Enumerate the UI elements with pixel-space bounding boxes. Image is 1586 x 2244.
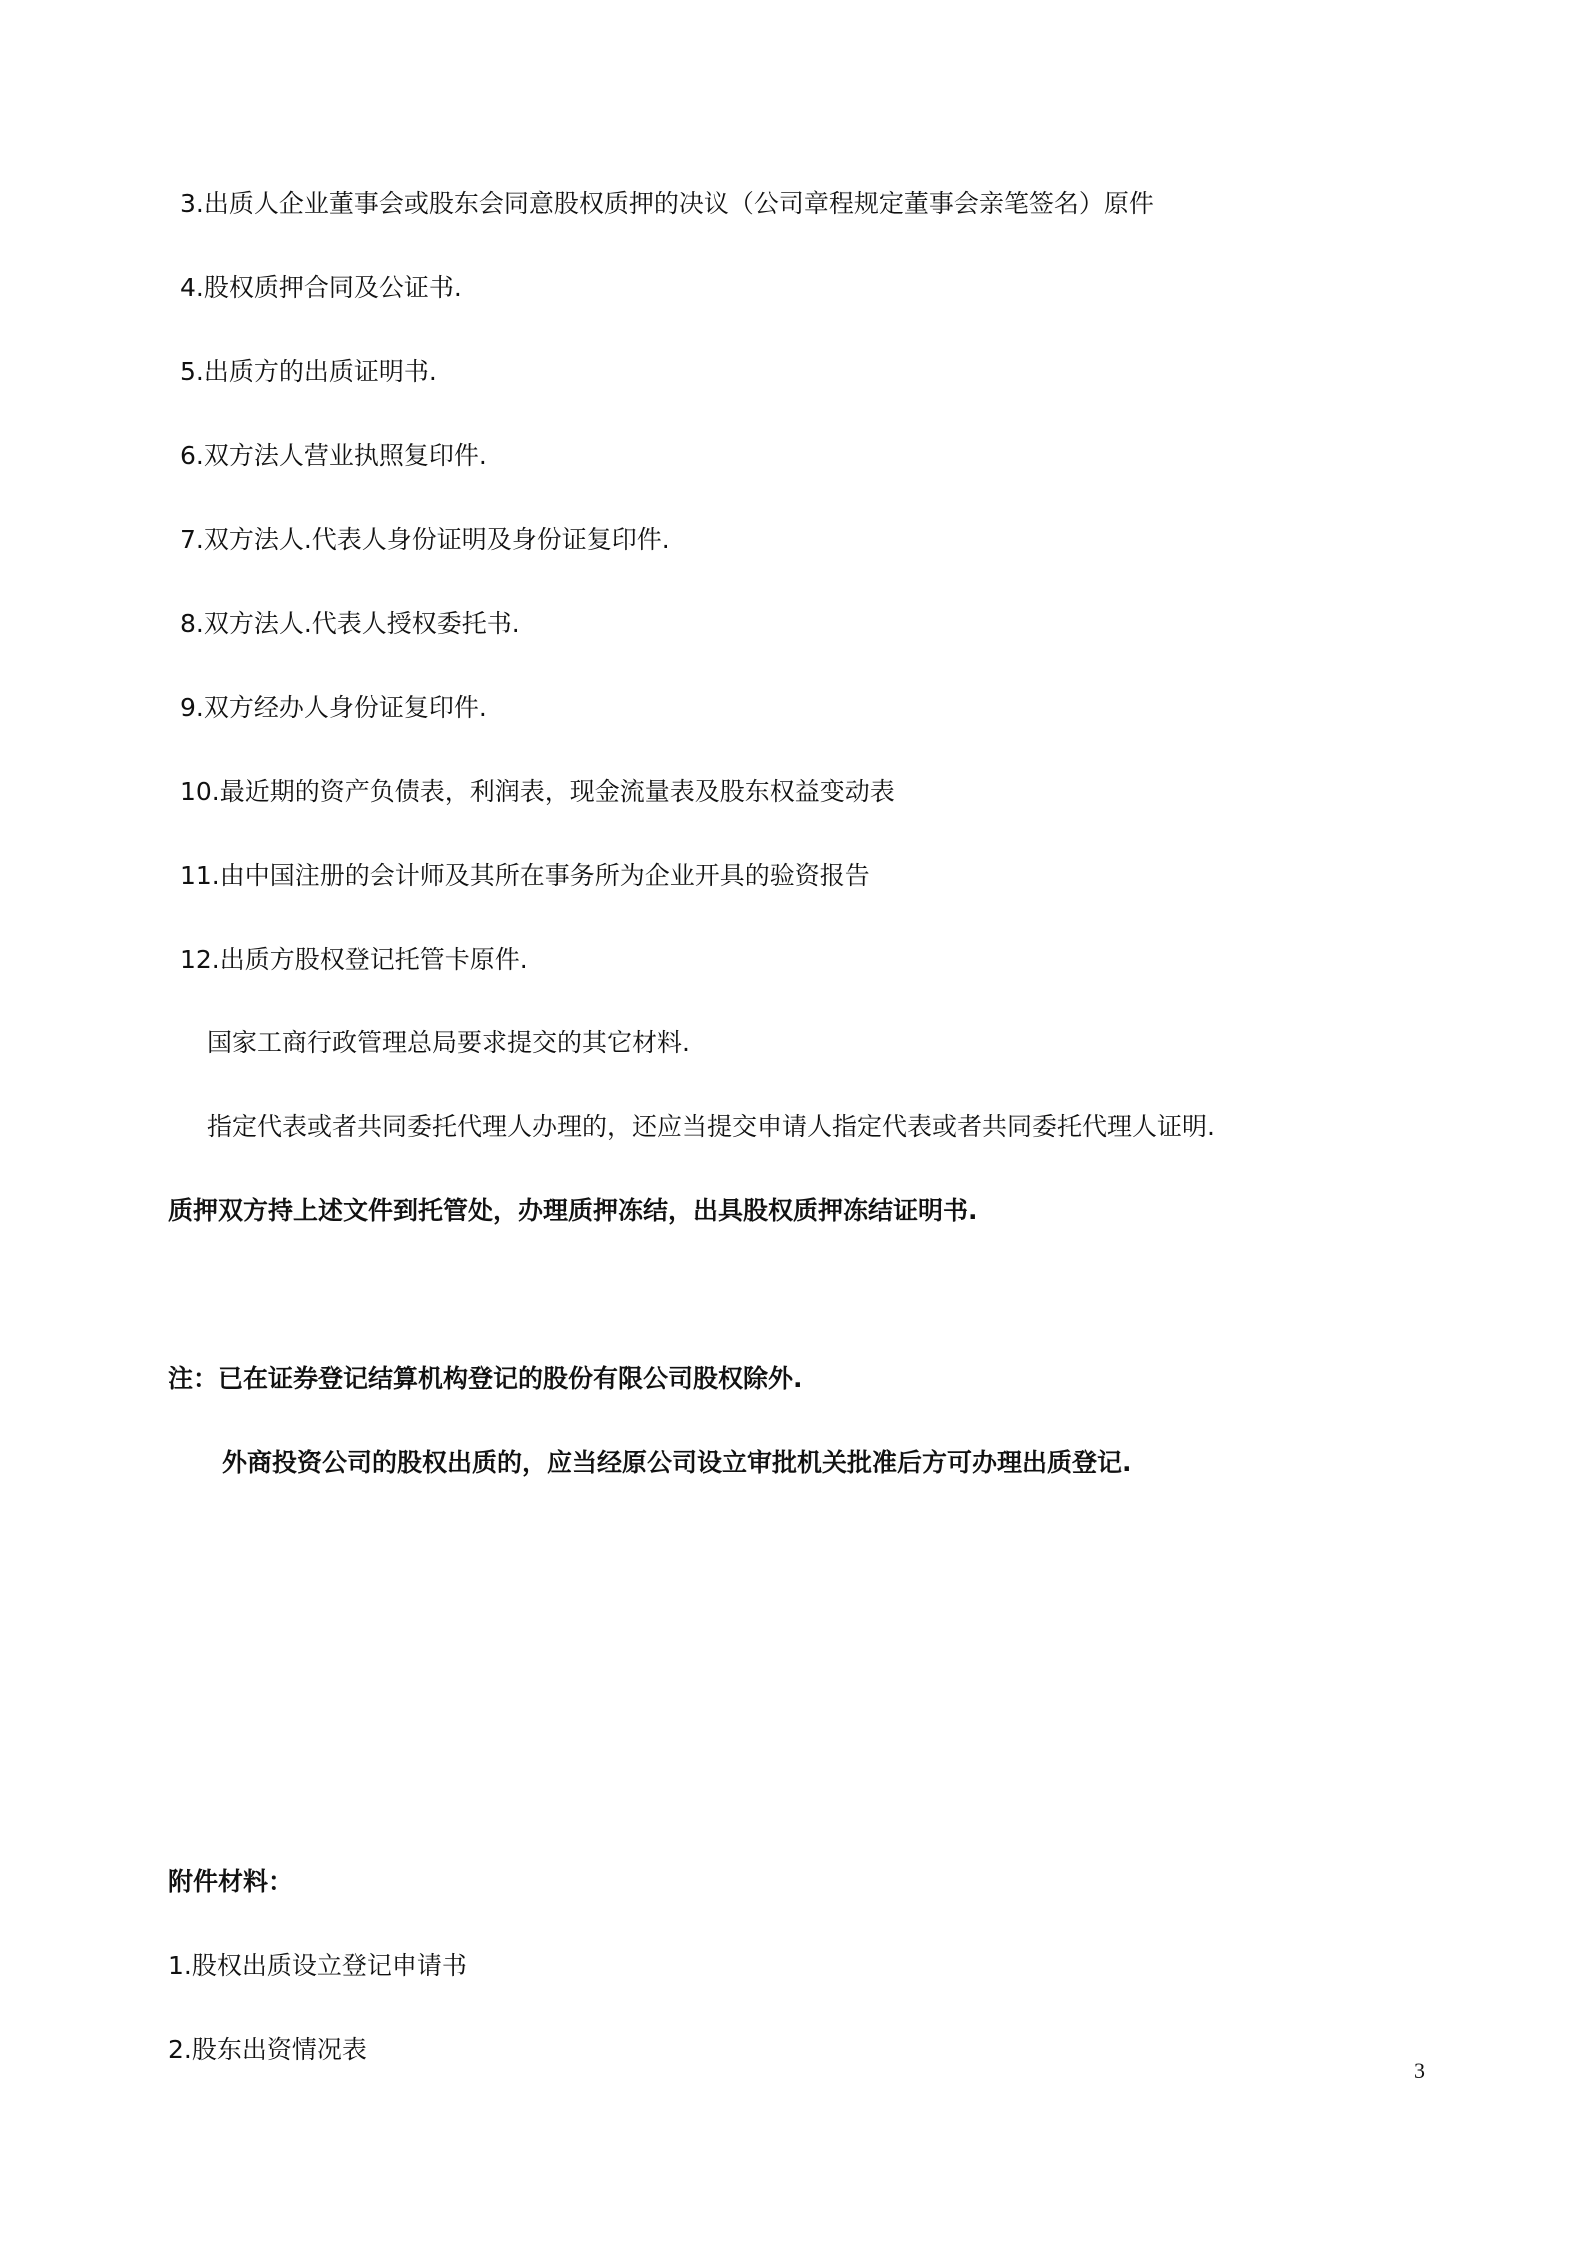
- requirement-item-8: 8.双方法人.代表人授权委托书.: [180, 609, 520, 638]
- requirement-item-6: 6.双方法人营业执照复印件.: [180, 441, 487, 470]
- requirement-item-7: 7.双方法人.代表人身份证明及身份证复印件.: [180, 525, 670, 554]
- requirement-item-10: 10.最近期的资产负债表，利润表，现金流量表及股东权益变动表: [180, 777, 895, 806]
- attachments-heading: 附件材料：: [168, 1867, 294, 1896]
- requirement-item-3: 3.出质人企业董事会或股东会同意股权质押的决议（公司章程规定董事会亲笔签名）原件: [180, 189, 1154, 218]
- requirement-item-11: 11.由中国注册的会计师及其所在事务所为企业开具的验资报告: [180, 861, 870, 890]
- extra-requirement-agent: 指定代表或者共同委托代理人办理的，还应当提交申请人指定代表或者共同委托代理人证明.: [207, 1112, 1215, 1141]
- requirement-item-12: 12.出质方股权登记托管卡原件.: [180, 945, 528, 974]
- requirement-item-9: 9.双方经办人身份证复印件.: [180, 693, 487, 722]
- attachment-item-2: 2.股东出资情况表: [168, 2035, 367, 2064]
- page-number: 3: [1414, 2058, 1425, 2083]
- requirement-item-4: 4.股权质押合同及公证书.: [180, 273, 462, 302]
- procedure-text: 质押双方持上述文件到托管处，办理质押冻结，出具股权质押冻结证明书.: [168, 1196, 978, 1225]
- attachment-item-1: 1.股权出质设立登记申请书: [168, 1951, 467, 1980]
- note-exception: 注：已在证券登记结算机构登记的股份有限公司股权除外.: [168, 1364, 803, 1393]
- requirement-item-5: 5.出质方的出质证明书.: [180, 357, 437, 386]
- extra-requirement-saic: 国家工商行政管理总局要求提交的其它材料.: [207, 1028, 690, 1057]
- note-foreign-investment: 外商投资公司的股权出质的，应当经原公司设立审批机关批准后方可办理出质登记.: [222, 1448, 1132, 1477]
